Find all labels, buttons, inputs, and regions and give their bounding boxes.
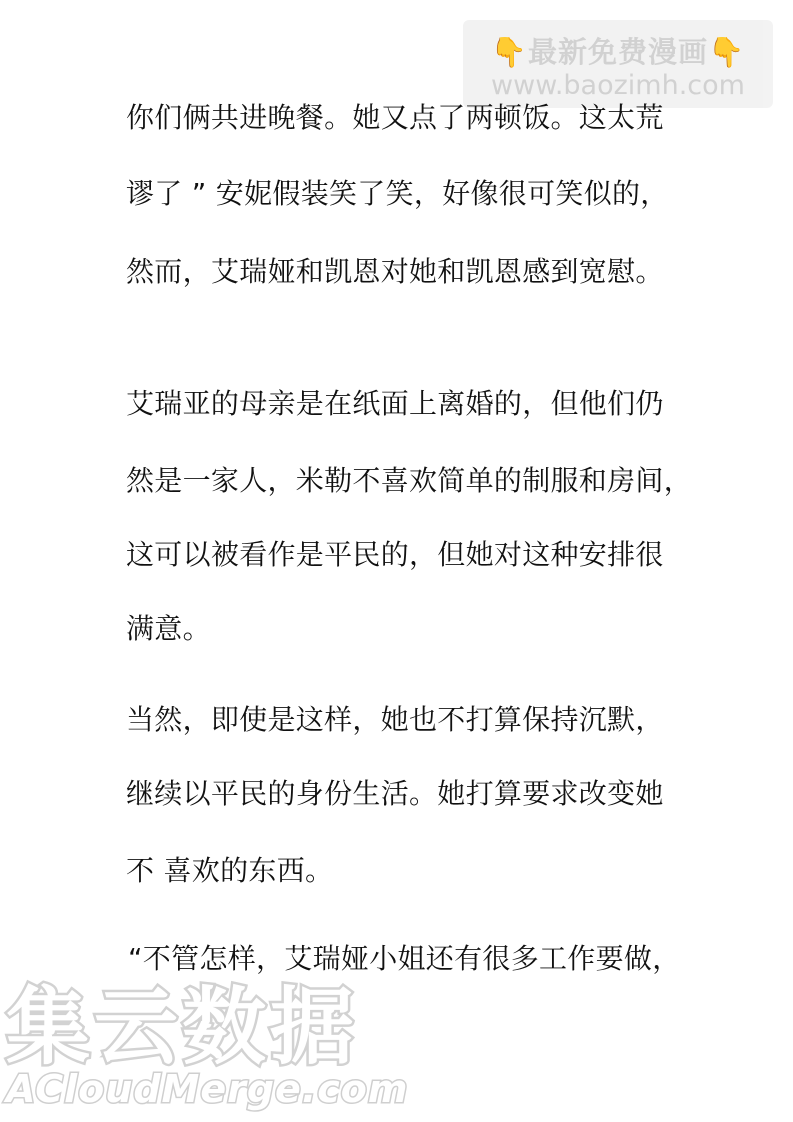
text-line: 然而，艾瑞娅和凯恩对她和凯恩感到宽慰。 [126,255,664,288]
text-line: 艾瑞亚的母亲是在纸面上离婚的，但他们仍 [126,387,664,420]
text-line: 满意。 [126,612,211,645]
pointing-down-hand-icon: 👇 [708,35,746,69]
text-line: 当然，即使是这样，她也不打算保持沉默， [126,703,664,736]
brand-watermark-english: ACloudMerge.com [6,1067,409,1111]
text-line: 然是一家人，米勒不喜欢简单的制服和房间， [126,464,693,497]
brand-watermark [4,978,409,1112]
brand-watermark-chinese: 集云数据 [6,978,359,1076]
promo-url: www.baozimh.com [491,70,745,101]
text-line: 不 喜欢的东西。 [126,854,334,887]
text-line: 你们俩共进晚餐。她又点了两顿饭。这太荒 [126,101,664,134]
promo-title-row [463,30,773,71]
text-line: 这可以被看作是平民的，但她对这种安排很 [126,538,664,571]
text-line: 继续以平民的身份生活。她打算要求改变她 [126,777,664,810]
pointing-down-hand-icon: 👇 [490,35,528,69]
text-line: 谬了 ” 安妮假装笑了笑，好像很可笑似的， [126,177,669,210]
promo-title: 最新免费漫画 [527,35,708,69]
promo-watermark [463,20,773,108]
text-line: “不管怎样，艾瑞娅小姐还有很多工作要做， [128,942,681,975]
